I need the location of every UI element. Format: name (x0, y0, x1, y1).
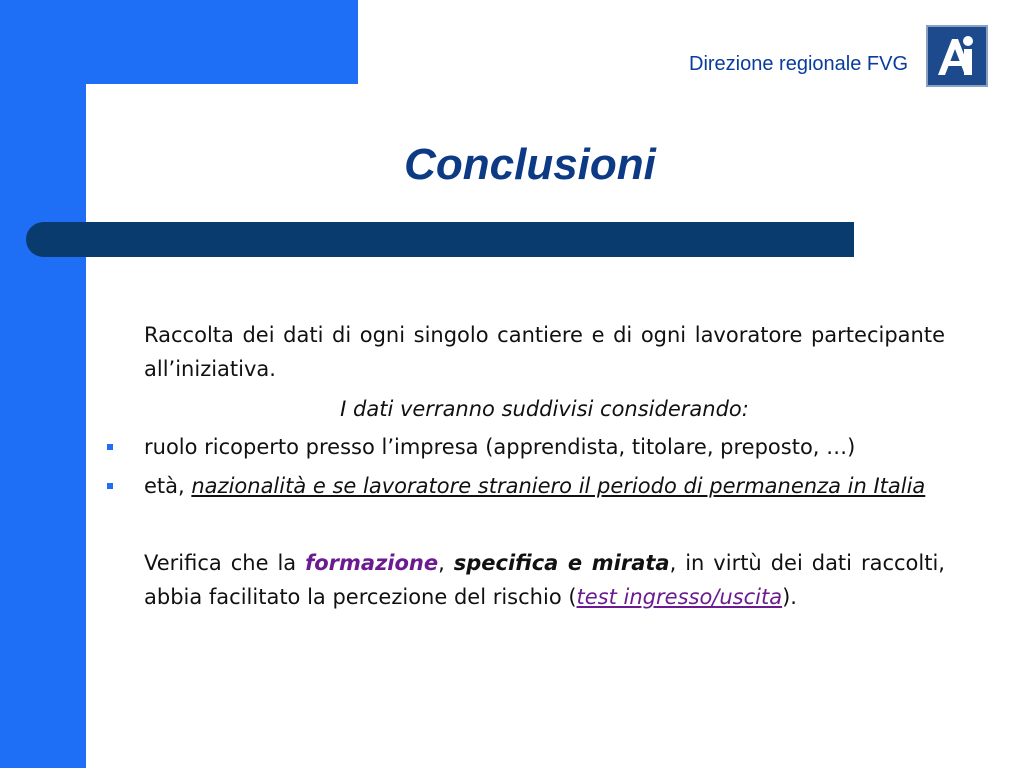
criteria-list (144, 430, 945, 503)
test-link[interactable]: test ingresso/uscita (576, 585, 783, 609)
para2-comma: , (438, 551, 454, 575)
bullet-text: ruolo ricoperto presso l’impresa (apprendista, titolare, preposto, …) (144, 435, 856, 459)
bullet-underlined-text: nazionalità e se lavoratore straniero il periodo di permanenza in Italia (191, 474, 926, 498)
para2-part2: , in virtù dei dati raccolti, abbia facilitato la percezione del rischio ( (144, 551, 945, 609)
top-blue-band (0, 0, 358, 84)
para2-end: ). (782, 585, 797, 609)
inail-logo-icon (926, 25, 988, 87)
slide-body (144, 318, 945, 614)
rounded-corner (86, 84, 146, 144)
highlight-formazione: formazione (305, 551, 439, 575)
header-org-label: Direzione regionale FVG (689, 53, 908, 75)
list-item (144, 469, 945, 503)
list-item (144, 430, 945, 464)
intro-paragraph: Raccolta dei dati di ogni singolo cantiere e di ogni lavoratore partecipante all’iniziativa. (144, 323, 945, 381)
title-underline-bar (26, 222, 854, 257)
para2-part1: Verifica che la (144, 551, 306, 575)
subheading: I dati verranno suddivisi considerando: (340, 397, 749, 421)
bullet-icon (107, 444, 113, 450)
conclusion-paragraph (144, 546, 945, 614)
bullet-prefix: età, (144, 474, 192, 498)
slide-title: Conclusioni (404, 140, 656, 189)
highlight-specifica: specifica e mirata (453, 551, 670, 575)
left-blue-band (0, 0, 86, 768)
bullet-icon (107, 483, 113, 489)
